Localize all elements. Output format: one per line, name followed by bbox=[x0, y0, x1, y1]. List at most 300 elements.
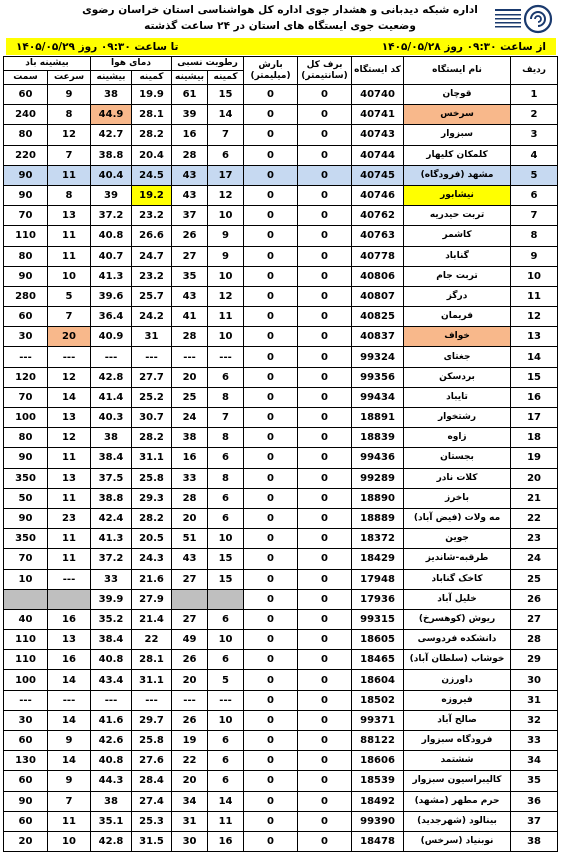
humidity-max-cell: 35 bbox=[172, 266, 208, 286]
wind-speed-cell: 14 bbox=[48, 710, 91, 730]
wind-direction-cell: 110 bbox=[4, 650, 48, 670]
station-code-cell: 17936 bbox=[352, 589, 404, 609]
wind-speed-cell: 16 bbox=[48, 650, 91, 670]
wind-speed-cell: 12 bbox=[48, 125, 91, 145]
row-number-cell: 24 bbox=[511, 549, 558, 569]
humidity-max-cell: 27 bbox=[172, 246, 208, 266]
snow-cell: 0 bbox=[298, 791, 352, 811]
wind-speed-cell: 13 bbox=[48, 468, 91, 488]
humidity-min-cell: 6 bbox=[208, 448, 244, 468]
temp-min-cell: 23.2 bbox=[132, 266, 172, 286]
rain-cell: 0 bbox=[244, 206, 298, 226]
row-number-cell: 25 bbox=[511, 569, 558, 589]
station-code-cell: 99324 bbox=[352, 347, 404, 367]
rain-cell: 0 bbox=[244, 246, 298, 266]
station-name-cell: کلمکان کلیهار bbox=[404, 145, 511, 165]
temp-max-cell: 36.4 bbox=[91, 307, 132, 327]
wind-speed-cell: 10 bbox=[48, 266, 91, 286]
table-row bbox=[4, 811, 558, 831]
station-name-cell: قوچان bbox=[404, 85, 511, 105]
station-name-cell: بینالود (شهرجدید) bbox=[404, 811, 511, 831]
snow-cell: 0 bbox=[298, 690, 352, 710]
humidity-min-cell: 7 bbox=[208, 408, 244, 428]
wind-direction-cell: 90 bbox=[4, 185, 48, 205]
wind-speed-cell: 12 bbox=[48, 428, 91, 448]
temp-max-cell: 43.4 bbox=[91, 670, 132, 690]
humidity-min-cell: 6 bbox=[208, 650, 244, 670]
temp-max-cell: 42.7 bbox=[91, 125, 132, 145]
table-row bbox=[4, 690, 558, 710]
station-code-cell: 40778 bbox=[352, 246, 404, 266]
wind-direction-cell: 240 bbox=[4, 105, 48, 125]
rain-cell: 0 bbox=[244, 731, 298, 751]
wind-direction-cell: --- bbox=[4, 690, 48, 710]
station-name-cell: جغتای bbox=[404, 347, 511, 367]
humidity-max-cell: 51 bbox=[172, 529, 208, 549]
temp-max-cell: 42.6 bbox=[91, 731, 132, 751]
station-code-cell: 18478 bbox=[352, 831, 404, 851]
row-number-cell: 23 bbox=[511, 529, 558, 549]
wind-direction-cell: 100 bbox=[4, 408, 48, 428]
wind-speed-cell: 8 bbox=[48, 105, 91, 125]
header-humidity-min: کمینه bbox=[208, 71, 244, 85]
wind-direction-cell: 60 bbox=[4, 85, 48, 105]
humidity-min-cell: 10 bbox=[208, 630, 244, 650]
row-number-cell: 35 bbox=[511, 771, 558, 791]
table-row bbox=[4, 428, 558, 448]
wind-speed-cell bbox=[48, 589, 91, 609]
rain-cell: 0 bbox=[244, 307, 298, 327]
station-name-cell: فرودگاه سبزوار bbox=[404, 731, 511, 751]
wind-direction-cell: 70 bbox=[4, 549, 48, 569]
wind-direction-cell: 90 bbox=[4, 448, 48, 468]
row-number-cell: 3 bbox=[511, 125, 558, 145]
table-row bbox=[4, 206, 558, 226]
temp-max-cell: 44.3 bbox=[91, 771, 132, 791]
report-header bbox=[0, 0, 561, 36]
station-code-cell: 40837 bbox=[352, 327, 404, 347]
humidity-min-cell: 15 bbox=[208, 85, 244, 105]
humidity-max-cell: 27 bbox=[172, 609, 208, 629]
row-number-cell: 6 bbox=[511, 185, 558, 205]
snow-cell: 0 bbox=[298, 105, 352, 125]
station-name-cell: مشهد (فرودگاه) bbox=[404, 165, 511, 185]
row-number-cell: 7 bbox=[511, 206, 558, 226]
wind-speed-cell: 11 bbox=[48, 165, 91, 185]
report-subtitle: وضعیت جوی ایستگاه های استان در ۲۴ ساعت گذشته bbox=[144, 20, 416, 32]
temp-max-cell: 35.1 bbox=[91, 811, 132, 831]
temp-min-cell: 31.1 bbox=[132, 670, 172, 690]
humidity-min-cell: 10 bbox=[208, 206, 244, 226]
rain-cell: 0 bbox=[244, 105, 298, 125]
wind-speed-cell: 11 bbox=[48, 246, 91, 266]
temp-max-cell: 38 bbox=[91, 428, 132, 448]
temp-max-cell: --- bbox=[91, 690, 132, 710]
temp-max-cell: 40.3 bbox=[91, 408, 132, 428]
temp-max-cell: 37.2 bbox=[91, 549, 132, 569]
header-max-wind: بیشینه باد bbox=[4, 57, 91, 71]
station-code-cell: 40807 bbox=[352, 286, 404, 306]
snow-cell: 0 bbox=[298, 650, 352, 670]
station-code-cell: 40806 bbox=[352, 266, 404, 286]
row-number-cell: 4 bbox=[511, 145, 558, 165]
row-number-cell: 14 bbox=[511, 347, 558, 367]
temp-min-cell: 24.3 bbox=[132, 549, 172, 569]
table-row bbox=[4, 630, 558, 650]
station-name-cell: زاوه bbox=[404, 428, 511, 448]
rain-cell: 0 bbox=[244, 549, 298, 569]
wind-direction-cell: 280 bbox=[4, 286, 48, 306]
temp-min-cell: 28.2 bbox=[132, 508, 172, 528]
station-code-cell: 40745 bbox=[352, 165, 404, 185]
temp-max-cell: 38 bbox=[91, 85, 132, 105]
rain-cell: 0 bbox=[244, 266, 298, 286]
table-row bbox=[4, 791, 558, 811]
temp-max-cell: 40.8 bbox=[91, 650, 132, 670]
station-name-cell: مه ولات (فیض آباد) bbox=[404, 508, 511, 528]
station-name-cell: باخرز bbox=[404, 488, 511, 508]
snow-cell: 0 bbox=[298, 771, 352, 791]
row-number-cell: 18 bbox=[511, 428, 558, 448]
rain-cell: 0 bbox=[244, 468, 298, 488]
station-code-cell: 99371 bbox=[352, 710, 404, 730]
temp-max-cell: 33 bbox=[91, 569, 132, 589]
row-number-cell: 17 bbox=[511, 408, 558, 428]
snow-cell: 0 bbox=[298, 125, 352, 145]
rain-cell: 0 bbox=[244, 408, 298, 428]
humidity-min-cell: 10 bbox=[208, 266, 244, 286]
wind-speed-cell: 23 bbox=[48, 508, 91, 528]
wind-speed-cell: 9 bbox=[48, 85, 91, 105]
humidity-min-cell: 12 bbox=[208, 286, 244, 306]
row-number-cell: 38 bbox=[511, 831, 558, 851]
table-row bbox=[4, 529, 558, 549]
row-number-cell: 33 bbox=[511, 731, 558, 751]
humidity-max-cell: 22 bbox=[172, 751, 208, 771]
humidity-min-cell: 6 bbox=[208, 508, 244, 528]
table-row bbox=[4, 609, 558, 629]
snow-cell: 0 bbox=[298, 387, 352, 407]
snow-cell: 0 bbox=[298, 569, 352, 589]
humidity-max-cell: 39 bbox=[172, 105, 208, 125]
to-time-label: تا ساعت ۰۹:۳۰ روز ۱۴۰۵/۰۵/۲۹ bbox=[16, 40, 179, 53]
humidity-max-cell: 26 bbox=[172, 710, 208, 730]
temp-min-cell: 31 bbox=[132, 327, 172, 347]
snow-cell: 0 bbox=[298, 468, 352, 488]
humidity-max-cell: 37 bbox=[172, 206, 208, 226]
rain-cell: 0 bbox=[244, 145, 298, 165]
row-number-cell: 31 bbox=[511, 690, 558, 710]
snow-cell: 0 bbox=[298, 286, 352, 306]
humidity-max-cell: 49 bbox=[172, 630, 208, 650]
wind-direction-cell: 70 bbox=[4, 387, 48, 407]
station-name-cell: تایباد bbox=[404, 387, 511, 407]
row-number-cell: 16 bbox=[511, 387, 558, 407]
temp-min-cell: 20.5 bbox=[132, 529, 172, 549]
rain-cell: 0 bbox=[244, 185, 298, 205]
rain-cell: 0 bbox=[244, 428, 298, 448]
wind-speed-cell: 10 bbox=[48, 831, 91, 851]
temp-max-cell: 41.3 bbox=[91, 529, 132, 549]
wind-direction-cell: 30 bbox=[4, 710, 48, 730]
temp-max-cell: 37.5 bbox=[91, 468, 132, 488]
humidity-max-cell: 43 bbox=[172, 286, 208, 306]
wind-speed-cell: 11 bbox=[48, 549, 91, 569]
temp-max-cell: --- bbox=[91, 347, 132, 367]
humidity-min-cell: 8 bbox=[208, 468, 244, 488]
snow-cell: 0 bbox=[298, 347, 352, 367]
temp-min-cell: 25.7 bbox=[132, 286, 172, 306]
header-temperature: دمای هوا bbox=[91, 57, 172, 71]
rain-cell: 0 bbox=[244, 448, 298, 468]
humidity-min-cell: 10 bbox=[208, 710, 244, 730]
humidity-min-cell: 10 bbox=[208, 529, 244, 549]
humidity-min-cell: 17 bbox=[208, 165, 244, 185]
station-code-cell: 18465 bbox=[352, 650, 404, 670]
humidity-min-cell: 6 bbox=[208, 488, 244, 508]
snow-cell: 0 bbox=[298, 408, 352, 428]
wind-direction-cell: 10 bbox=[4, 569, 48, 589]
wind-direction-cell: 120 bbox=[4, 367, 48, 387]
humidity-min-cell: 6 bbox=[208, 145, 244, 165]
station-code-cell: 99390 bbox=[352, 811, 404, 831]
temp-min-cell: 28.2 bbox=[132, 125, 172, 145]
snow-cell: 0 bbox=[298, 630, 352, 650]
temp-min-cell: 25.3 bbox=[132, 811, 172, 831]
humidity-max-cell: 20 bbox=[172, 508, 208, 528]
snow-cell: 0 bbox=[298, 670, 352, 690]
temp-min-cell: 27.4 bbox=[132, 791, 172, 811]
temp-min-cell: --- bbox=[132, 347, 172, 367]
humidity-max-cell: 28 bbox=[172, 488, 208, 508]
weather-table-body bbox=[4, 85, 558, 852]
row-number-cell: 1 bbox=[511, 85, 558, 105]
table-row bbox=[4, 85, 558, 105]
humidity-min-cell: 9 bbox=[208, 226, 244, 246]
header-station-code: کد ایستگاه bbox=[352, 57, 404, 85]
station-name-cell: خوشاب (سلطان آباد) bbox=[404, 650, 511, 670]
wind-direction-cell: 350 bbox=[4, 529, 48, 549]
row-number-cell: 13 bbox=[511, 327, 558, 347]
row-number-cell: 5 bbox=[511, 165, 558, 185]
snow-cell: 0 bbox=[298, 428, 352, 448]
header-humidity: رطوبت نسبی bbox=[172, 57, 244, 71]
rain-cell: 0 bbox=[244, 589, 298, 609]
station-name-cell: بجستان bbox=[404, 448, 511, 468]
temp-min-cell: 28.1 bbox=[132, 105, 172, 125]
temp-min-cell: 24.7 bbox=[132, 246, 172, 266]
rain-cell: 0 bbox=[244, 165, 298, 185]
snow-cell: 0 bbox=[298, 448, 352, 468]
snow-cell: 0 bbox=[298, 751, 352, 771]
humidity-max-cell: 26 bbox=[172, 650, 208, 670]
temp-min-cell: 19.2 bbox=[132, 185, 172, 205]
temp-max-cell: 42.8 bbox=[91, 367, 132, 387]
wind-direction-cell: 80 bbox=[4, 246, 48, 266]
humidity-max-cell: 25 bbox=[172, 387, 208, 407]
wind-direction-cell: 60 bbox=[4, 731, 48, 751]
station-name-cell: کلات نادر bbox=[404, 468, 511, 488]
wind-direction-cell: 60 bbox=[4, 307, 48, 327]
row-number-cell: 37 bbox=[511, 811, 558, 831]
snow-cell: 0 bbox=[298, 488, 352, 508]
rain-cell: 0 bbox=[244, 387, 298, 407]
wind-direction-cell: 50 bbox=[4, 488, 48, 508]
wind-speed-cell: 14 bbox=[48, 751, 91, 771]
station-name-cell: درگز bbox=[404, 286, 511, 306]
station-code-cell: 40762 bbox=[352, 206, 404, 226]
station-code-cell: 88122 bbox=[352, 731, 404, 751]
wind-direction-cell: 350 bbox=[4, 468, 48, 488]
humidity-max-cell bbox=[172, 589, 208, 609]
wind-speed-cell: 9 bbox=[48, 771, 91, 791]
rain-cell: 0 bbox=[244, 609, 298, 629]
rain-cell: 0 bbox=[244, 347, 298, 367]
rain-cell: 0 bbox=[244, 569, 298, 589]
row-number-cell: 12 bbox=[511, 307, 558, 327]
snow-cell: 0 bbox=[298, 327, 352, 347]
table-row bbox=[4, 145, 558, 165]
wind-speed-cell: 11 bbox=[48, 811, 91, 831]
snow-cell: 0 bbox=[298, 529, 352, 549]
wind-speed-cell: 11 bbox=[48, 448, 91, 468]
temp-min-cell: 28.1 bbox=[132, 650, 172, 670]
humidity-min-cell: 9 bbox=[208, 246, 244, 266]
rain-cell: 0 bbox=[244, 710, 298, 730]
humidity-max-cell: 38 bbox=[172, 428, 208, 448]
temp-max-cell: 38.4 bbox=[91, 448, 132, 468]
humidity-min-cell: 8 bbox=[208, 387, 244, 407]
table-row bbox=[4, 589, 558, 609]
table-row bbox=[4, 246, 558, 266]
station-code-cell: 18891 bbox=[352, 408, 404, 428]
row-number-cell: 21 bbox=[511, 488, 558, 508]
humidity-max-cell: 33 bbox=[172, 468, 208, 488]
wind-direction-cell: 100 bbox=[4, 670, 48, 690]
station-code-cell: 18605 bbox=[352, 630, 404, 650]
snow-cell: 0 bbox=[298, 307, 352, 327]
snow-cell: 0 bbox=[298, 85, 352, 105]
table-row bbox=[4, 710, 558, 730]
humidity-max-cell: 16 bbox=[172, 125, 208, 145]
table-row bbox=[4, 105, 558, 125]
rain-cell: 0 bbox=[244, 226, 298, 246]
temp-min-cell: 27.9 bbox=[132, 589, 172, 609]
humidity-min-cell: 6 bbox=[208, 367, 244, 387]
temp-max-cell: 42.4 bbox=[91, 508, 132, 528]
humidity-min-cell: 11 bbox=[208, 811, 244, 831]
row-number-cell: 22 bbox=[511, 508, 558, 528]
rain-cell: 0 bbox=[244, 811, 298, 831]
temp-min-cell: 28.4 bbox=[132, 771, 172, 791]
table-row bbox=[4, 771, 558, 791]
temp-max-cell: 38 bbox=[91, 791, 132, 811]
table-row bbox=[4, 226, 558, 246]
humidity-max-cell: 30 bbox=[172, 831, 208, 851]
table-row bbox=[4, 165, 558, 185]
station-code-cell: 99436 bbox=[352, 448, 404, 468]
wind-direction-cell bbox=[4, 589, 48, 609]
humidity-min-cell: --- bbox=[208, 347, 244, 367]
header-station-name: نام ایستگاه bbox=[404, 57, 511, 85]
station-name-cell: طرقبه-شاندیز bbox=[404, 549, 511, 569]
table-row bbox=[4, 266, 558, 286]
temp-min-cell: --- bbox=[132, 690, 172, 710]
station-code-cell: 18372 bbox=[352, 529, 404, 549]
table-row bbox=[4, 670, 558, 690]
humidity-min-cell: 6 bbox=[208, 751, 244, 771]
station-code-cell: 18539 bbox=[352, 771, 404, 791]
row-number-cell: 2 bbox=[511, 105, 558, 125]
temp-min-cell: 27.7 bbox=[132, 367, 172, 387]
table-row bbox=[4, 569, 558, 589]
temp-min-cell: 28.2 bbox=[132, 428, 172, 448]
temp-max-cell: 40.8 bbox=[91, 751, 132, 771]
rain-cell: 0 bbox=[244, 831, 298, 851]
wind-speed-cell: --- bbox=[48, 690, 91, 710]
wind-speed-cell: 7 bbox=[48, 791, 91, 811]
station-name-cell: تربت جام bbox=[404, 266, 511, 286]
station-name-cell: خواف bbox=[404, 327, 511, 347]
temp-min-cell: 22 bbox=[132, 630, 172, 650]
station-name-cell: داورزن bbox=[404, 670, 511, 690]
station-name-cell: کالیبراسیون سبزوار bbox=[404, 771, 511, 791]
rain-cell: 0 bbox=[244, 286, 298, 306]
station-name-cell: کاخک گناباد bbox=[404, 569, 511, 589]
humidity-min-cell: 14 bbox=[208, 105, 244, 125]
row-number-cell: 10 bbox=[511, 266, 558, 286]
table-row bbox=[4, 448, 558, 468]
station-code-cell: 99434 bbox=[352, 387, 404, 407]
temp-min-cell: 26.6 bbox=[132, 226, 172, 246]
snow-cell: 0 bbox=[298, 165, 352, 185]
temp-max-cell: 41.3 bbox=[91, 266, 132, 286]
station-name-cell: فریمان bbox=[404, 307, 511, 327]
humidity-min-cell: 10 bbox=[208, 327, 244, 347]
snow-cell: 0 bbox=[298, 589, 352, 609]
table-row bbox=[4, 549, 558, 569]
station-code-cell: 99289 bbox=[352, 468, 404, 488]
station-name-cell: حرم مطهر (مشهد) bbox=[404, 791, 511, 811]
station-name-cell: فیروزه bbox=[404, 690, 511, 710]
table-row bbox=[4, 731, 558, 751]
row-number-cell: 28 bbox=[511, 630, 558, 650]
rain-cell: 0 bbox=[244, 791, 298, 811]
wind-direction-cell: 110 bbox=[4, 630, 48, 650]
table-row bbox=[4, 367, 558, 387]
row-number-cell: 8 bbox=[511, 226, 558, 246]
header-wind-speed: سرعت bbox=[48, 71, 91, 85]
humidity-max-cell: 61 bbox=[172, 85, 208, 105]
wind-direction-cell: 60 bbox=[4, 811, 48, 831]
wind-direction-cell: --- bbox=[4, 347, 48, 367]
station-code-cell: 40746 bbox=[352, 185, 404, 205]
wind-speed-cell: 11 bbox=[48, 488, 91, 508]
temp-min-cell: 24.2 bbox=[132, 307, 172, 327]
temp-max-cell: 35.2 bbox=[91, 609, 132, 629]
wind-direction-cell: 90 bbox=[4, 266, 48, 286]
wind-direction-cell: 40 bbox=[4, 609, 48, 629]
temp-min-cell: 23.2 bbox=[132, 206, 172, 226]
row-number-cell: 34 bbox=[511, 751, 558, 771]
humidity-max-cell: 28 bbox=[172, 145, 208, 165]
station-name-cell: بردسکن bbox=[404, 367, 511, 387]
wind-speed-cell: --- bbox=[48, 569, 91, 589]
table-row bbox=[4, 327, 558, 347]
row-number-cell: 29 bbox=[511, 650, 558, 670]
humidity-min-cell: 7 bbox=[208, 125, 244, 145]
wind-speed-cell: 7 bbox=[48, 307, 91, 327]
